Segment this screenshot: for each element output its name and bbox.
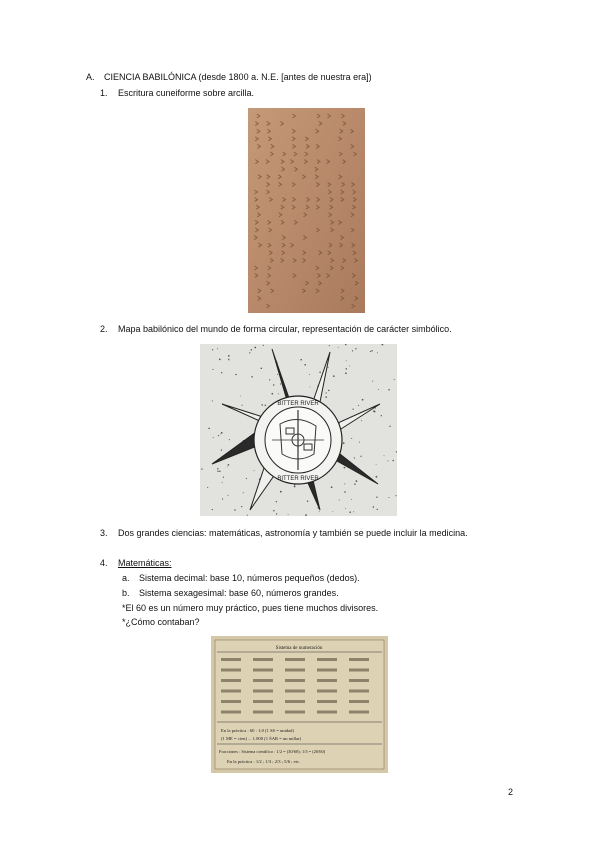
map-speckle [353,511,354,512]
map-speckle [243,492,244,493]
map-speckle [376,497,377,498]
map-speckle [376,476,378,478]
map-speckle [378,389,379,390]
numeral-mark [285,669,305,672]
map-speckle [338,347,339,348]
map-speckle [384,455,385,456]
numeration-table-image [211,636,388,773]
map-speckle [388,389,390,391]
map-speckle [276,513,277,514]
map-speckle [221,449,222,450]
subitem-letter-a: a. [122,573,130,583]
map-speckle [377,352,378,353]
section-label: A. [86,72,95,82]
map-speckle [349,511,351,513]
numeral-mark [317,679,337,682]
map-speckle [339,500,340,501]
map-speckle [219,471,221,473]
table-line-1: En la práctica : 60 : 1;0 (1 SS = unidad) [221,728,295,733]
numeral-mark [349,679,369,682]
numeral-mark [253,679,273,682]
map-speckle [395,495,396,496]
map-speckle [249,352,250,353]
map-speckle [332,511,333,512]
numeral-mark [317,658,337,661]
map-speckle [219,359,221,361]
map-speckle [254,347,256,349]
map-speckle [359,442,360,443]
numeral-mark [221,658,241,661]
map-speckle [361,420,362,421]
map-speckle [331,486,333,488]
map-speckle [220,433,221,434]
numeral-mark [317,690,337,693]
babylonian-map-image [200,344,397,516]
map-speckle [269,379,270,380]
map-speckle [271,393,273,395]
map-speckle [358,405,359,406]
map-speckle [280,383,281,384]
table-title: Sistema de numeración [275,646,323,651]
item-number-1: 1. [100,88,108,98]
numeral-mark [221,679,241,682]
map-speckle [228,355,230,357]
map-speckle [217,468,218,469]
map-speckle [246,478,247,479]
map-speckle [325,396,327,398]
map-speckle [217,470,218,471]
map-speckle [242,405,243,406]
page-number: 2 [508,787,514,797]
map-speckle [201,468,202,469]
map-speckle [261,404,262,405]
map-speckle [373,507,374,508]
map-speckle [251,376,253,378]
numeral-mark [349,700,369,703]
map-speckle [309,374,310,375]
map-speckle [222,482,223,483]
map-speckle [228,464,230,466]
map-speckle [309,386,310,387]
map-speckle [273,510,274,511]
map-speckle [235,374,236,375]
map-speckle [396,451,397,452]
map-speckle [319,511,320,512]
map-speckle [344,467,346,469]
numeral-mark [285,679,305,682]
map-speckle [325,392,326,393]
map-speckle [370,351,371,352]
map-speckle [251,349,253,351]
map-speckle [362,399,364,401]
numeral-mark [349,690,369,693]
map-speckle [304,364,306,366]
map-speckle [360,456,361,457]
numeral-mark [285,711,305,714]
map-speckle [212,369,213,370]
map-speckle [265,405,266,406]
map-speckle [373,506,374,507]
item-text-1: Escritura cuneiforme sobre arcilla. [118,88,255,98]
subitem-letter-b: b. [122,588,130,598]
numeral-mark [221,711,241,714]
numeral-mark [221,700,241,703]
map-speckle [254,470,255,471]
map-speckle [354,483,355,484]
map-speckle [351,438,352,439]
map-speckle [208,428,210,430]
map-speckle [387,460,388,461]
numeral-mark [317,700,337,703]
map-speckle [218,435,219,436]
table-line-2: (1 ME = cien) ... 1.000 (1 ŠAR = un millar) [221,736,302,741]
map-speckle [345,372,347,374]
map-speckle [300,359,302,361]
map-speckle [234,509,235,510]
map-speckle [213,437,214,438]
map-speckle [217,348,218,349]
table-line-3: Fracciones : Sistema científico : 1/2 = (30/60); 1/3 = (20/60) [219,749,326,754]
map-speckle [352,350,353,351]
subitem-text-b: Sistema sexagesimal: base 60, números grandes. [139,588,339,598]
map-speckle [381,415,382,416]
map-speckle [346,360,347,361]
numeral-mark [253,669,273,672]
numeral-mark [253,700,273,703]
map-speckle [344,491,346,493]
map-speckle [345,508,346,509]
item-number-3: 3. [100,528,108,538]
map-speckle [388,497,389,498]
map-speckle [354,457,355,458]
map-speckle [277,374,278,375]
map-speckle [377,509,378,510]
map-speckle [333,375,335,377]
subitem-text-a: Sistema decimal: base 10, números pequeños (dedos). [139,573,360,583]
numeral-mark [317,669,337,672]
map-speckle [247,515,248,516]
map-speckle [212,349,213,350]
map-speckle [207,487,208,488]
map-speckle [305,514,307,516]
map-speckle [373,410,375,412]
map-speckle [273,384,274,385]
item-number-2: 2. [100,324,108,334]
map-speckle [227,466,228,467]
note-divisors: *El 60 es un número muy práctico, pues tiene muchos divisores. [122,603,379,613]
cuneiform-tablet-image [248,108,365,313]
map-speckle [351,499,352,500]
map-speckle [223,477,224,478]
map-speckle [212,400,213,401]
map-speckle [222,498,223,499]
map-speckle [329,345,330,346]
map-ring-label-top: BITTER RIVER [277,401,319,407]
map-speckle [229,439,230,440]
map-speckle [352,408,353,409]
map-speckle [229,360,230,361]
numeral-mark [285,690,305,693]
item-text-3: Dos grandes ciencias: matemáticas, astronomía y también se puede incluir la medicina. [118,528,468,538]
map-speckle [227,495,228,496]
item-number-4: 4. [100,558,108,568]
map-speckle [344,483,345,484]
map-speckle [241,506,242,507]
map-speckle [355,348,356,349]
numeral-mark [253,711,273,714]
map-speckle [356,480,358,482]
map-speckle [328,367,329,368]
map-speckle [263,345,264,346]
note-how-counted: *¿Cómo contaban? [122,617,200,627]
map-speckle [261,368,263,370]
map-speckle [319,372,320,373]
table-line-4: En la práctica : 1/2 ; 1/3 ; 2/3 ; 5/6 ; etc. [227,759,301,764]
numeral-mark [349,711,369,714]
map-speckle [392,460,394,462]
map-speckle [221,372,222,373]
map-speckle [371,350,372,351]
numeral-mark [221,669,241,672]
numeral-mark [253,690,273,693]
map-speckle [240,396,241,397]
map-speckle [288,514,289,515]
numeral-mark [221,690,241,693]
map-speckle [349,366,350,367]
map-speckle [394,379,395,380]
map-speckle [307,501,308,502]
numeral-mark [317,711,337,714]
map-speckle [346,368,347,369]
map-speckle [278,393,279,394]
map-speckle [389,426,390,427]
numeral-mark [349,658,369,661]
numeral-mark [285,700,305,703]
map-speckle [276,501,277,502]
numeral-mark [253,658,273,661]
map-speckle [212,509,213,510]
numeral-mark [285,658,305,661]
map-ring-label-bottom: BITTER RIVER [277,476,319,482]
map-speckle [280,491,282,493]
item-text-4: Matemáticas: [118,558,172,568]
map-speckle [328,390,330,392]
item-text-2: Mapa babilónico del mundo de forma circular, representación de carácter simbólico. [118,324,452,334]
section-title: CIENCIA BABILÓNICA (desde 1800 a. N.E. [antes de nuestra era]) [104,72,372,82]
map-speckle [294,486,296,488]
map-speckle [376,464,377,465]
map-speckle [221,432,223,434]
numeral-mark [349,669,369,672]
map-speckle [372,381,373,382]
map-speckle [343,442,345,444]
